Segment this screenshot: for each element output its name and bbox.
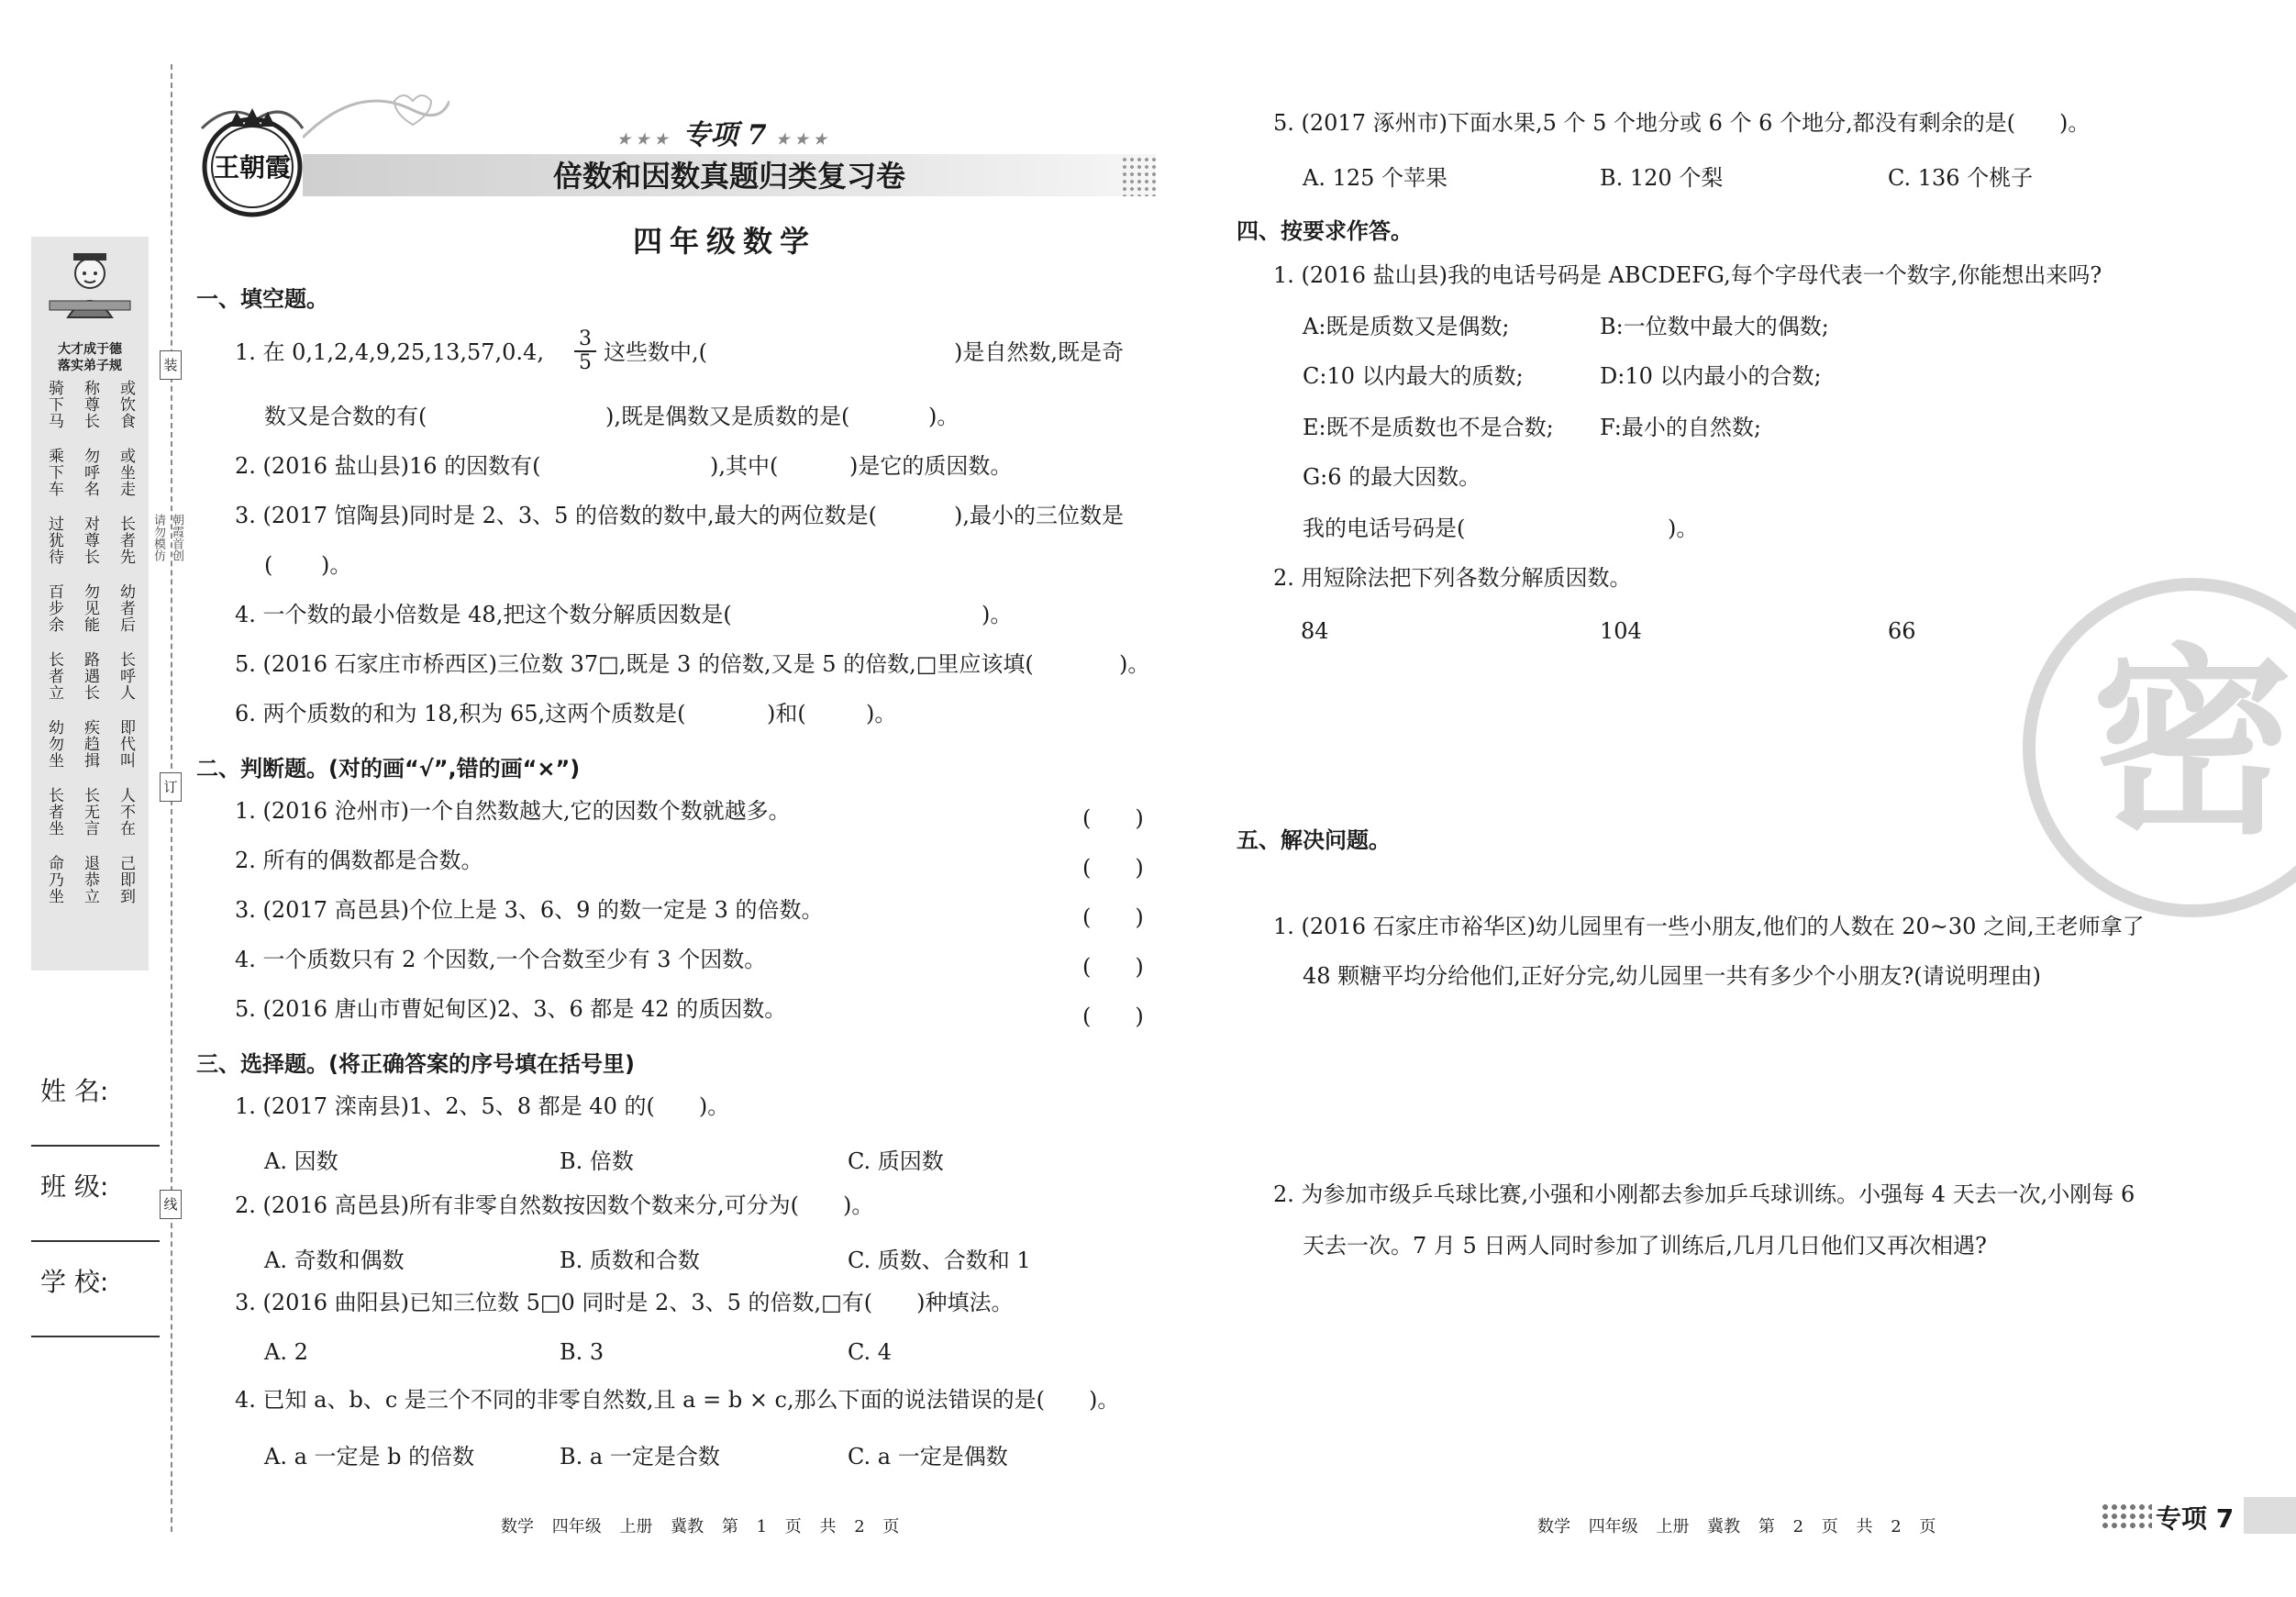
motto-text: 长者先 — [116, 516, 135, 565]
problem-short-division: 2. 用短除法把下列各数分解质因数。 — [1273, 565, 1632, 591]
school-label: 学 校: — [40, 1267, 109, 1297]
question-1-6c: )。 — [866, 701, 897, 726]
series-label: ★★★ 专项 7 ★★★ — [616, 119, 833, 151]
page-footer-1: 数学 四年级 上册 冀教 第 1 页 共 2 页 — [501, 1517, 900, 1536]
choice-1-option-b[interactable]: B. 倍数 — [560, 1148, 634, 1174]
motto-column-left — [40, 380, 68, 948]
choice-1: 1. (2017 滦南县)1、2、5、8 都是 40 的( )。 — [235, 1093, 730, 1119]
motto-text: 人不在 — [116, 787, 135, 837]
number-104: 104 — [1600, 618, 1642, 644]
choice-2-option-b[interactable]: B. 质数和合数 — [560, 1248, 700, 1273]
solve-problem-1-cont: 48 颗糖平均分给他们,正好分完,幼儿园里一共有多少个小朋友?(请说明理由) — [1303, 963, 2042, 989]
question-1-3: 3. (2017 馆陶县)同时是 2、3、5 的倍数的数中,最大的两位数是( — [235, 503, 878, 528]
phone-answer-close: )。 — [1668, 516, 1699, 541]
name-field[interactable] — [31, 1145, 160, 1147]
section-answer-as-required: 四、按要求作答。 — [1237, 218, 1413, 244]
solve-problem-1: 1. (2016 石家庄市裕华区)幼儿园里有一些小朋友,他们的人数在 20~30 之间,王老师拿了 — [1273, 914, 2145, 939]
motto-columns — [40, 380, 139, 948]
motto-text: 长呼人 — [116, 651, 135, 701]
clue-c: C:10 以内最大的质数; — [1303, 363, 1524, 389]
page-title: 倍数和因数真题归类复习卷 — [552, 159, 905, 194]
choice-4-option-b[interactable]: B. a 一定是合数 — [560, 1444, 720, 1469]
question-1-3c: ( — [264, 552, 273, 578]
motto-text: 乘下车 — [45, 448, 63, 497]
judge-item-2: 2. 所有的偶数都是合数。 — [235, 848, 483, 873]
scholar-mascot-icon — [40, 244, 139, 325]
motto-text: 骑下马 — [45, 380, 63, 429]
badge-bar — [2244, 1497, 2296, 1534]
choice-5: 5. (2017 涿州市)下面水果,5 个 5 个地分或 6 个 6 个地分,都没有剩余的是( )。 — [1273, 110, 2091, 136]
bind-mark-ding: 订 — [160, 772, 182, 802]
solve-problem-2: 2. 为参加市级乒乓球比赛,小强和小刚都去参加乒乓球训练。小强每 4 天去一次,小刚每 6 — [1273, 1181, 2135, 1207]
choice-2-option-c[interactable]: C. 质数、合数和 1 — [848, 1248, 1031, 1273]
motto-text: 命乃坐 — [45, 855, 63, 904]
motto-title: 大才成于德 落实弟子规 — [58, 342, 122, 373]
question-1-6b: )和( — [767, 701, 806, 726]
question-1-2c: )是它的质因数。 — [849, 453, 1013, 479]
badge-label: 专项 7 — [2156, 1503, 2235, 1534]
name-label: 姓 名: — [40, 1076, 109, 1106]
question-1-2: 2. (2016 盐山县)16 的因数有( — [235, 453, 541, 479]
answer-paren-4[interactable]: ( ) — [1082, 954, 1144, 980]
copyright-note: 朝霞首创 请勿模仿 — [151, 514, 183, 561]
page-footer-2: 数学 四年级 上册 冀教 第 2 页 共 2 页 — [1537, 1517, 1936, 1536]
motto-text: 或饮食 — [116, 380, 135, 429]
motto-text: 或坐走 — [116, 448, 135, 497]
choice-1-option-a[interactable]: A. 因数 — [264, 1148, 338, 1174]
answer-paren-3[interactable]: ( ) — [1082, 904, 1144, 930]
phone-answer-label: 我的电话号码是( — [1303, 516, 1466, 541]
choice-4-option-a[interactable]: A. a 一定是 b 的倍数 — [264, 1444, 475, 1469]
choice-5-option-b[interactable]: B. 120 个梨 — [1600, 165, 1724, 191]
motto-text: 长者坐 — [45, 787, 63, 837]
brand-seal-logo — [193, 101, 312, 220]
motto-text: 过犹待 — [45, 516, 63, 565]
school-field[interactable] — [31, 1336, 160, 1337]
ribbon-decoration-icon — [303, 92, 449, 147]
section-true-false: 二、判断题。(对的画“√”,错的画“×”) — [196, 756, 581, 782]
motto-text: 即代叫 — [116, 719, 135, 769]
question-1-1-cont: 这些数中,( — [604, 339, 707, 365]
question-1-1-line2b: ),既是偶数又是质数的是( — [605, 404, 850, 429]
motto-text: 路遇长 — [81, 651, 99, 701]
number-84: 84 — [1301, 618, 1329, 644]
problem-phone-number: 1. (2016 盐山县)我的电话号码是 ABCDEFG,每个字母代表一个数字,你能想出来吗? — [1273, 262, 2102, 288]
choice-3-option-b[interactable]: B. 3 — [560, 1339, 605, 1365]
motto-text: 勿见能 — [81, 583, 99, 633]
choice-5-option-a[interactable]: A. 125 个苹果 — [1303, 165, 1448, 191]
badge-dots — [2101, 1503, 2152, 1530]
choice-4: 4. 已知 a、b、c 是三个不同的非零自然数,且 a = b × c,那么下面的说法错误的是( )。 — [235, 1387, 1120, 1413]
judge-item-1: 1. (2016 沧州市)一个自然数越大,它的因数个数就越多。 — [235, 798, 791, 824]
question-1-5b: )。 — [1119, 651, 1150, 677]
section-fill-blank: 一、填空题。 — [196, 286, 328, 312]
svg-text:密: 密 — [2091, 627, 2294, 861]
choice-2-option-a[interactable]: A. 奇数和偶数 — [264, 1248, 405, 1273]
svg-text:王朝霞: 王朝霞 — [213, 152, 292, 183]
motto-text: 长无言 — [81, 787, 99, 837]
page-subtitle: 四年级数学 — [632, 224, 816, 259]
motto-text: 百步余 — [45, 583, 63, 633]
section-solve-problems: 五、解决问题。 — [1237, 827, 1391, 853]
judge-item-3: 3. (2017 高邑县)个位上是 3、6、9 的数一定是 3 的倍数。 — [235, 897, 824, 923]
solve-problem-2-cont: 天去一次。7 月 5 日两人同时参加了训练后,几月几日他们又再次相遇? — [1303, 1233, 1987, 1259]
motto-text: 长者立 — [45, 651, 63, 701]
choice-5-option-c[interactable]: C. 136 个桃子 — [1888, 165, 2034, 191]
confidential-seal-icon — [2018, 573, 2296, 922]
section-multiple-choice: 三、选择题。(将正确答案的序号填在括号里) — [196, 1051, 635, 1077]
judge-item-5: 5. (2016 唐山市曹妃甸区)2、3、6 都是 42 的质因数。 — [235, 996, 787, 1022]
choice-3-option-a[interactable]: A. 2 — [264, 1339, 308, 1365]
corner-badge — [2101, 1497, 2296, 1534]
question-1-1-line2: 数又是合数的有( — [264, 404, 427, 429]
motto-text: 疾趋揖 — [81, 719, 99, 769]
judge-item-4: 4. 一个质数只有 2 个因数,一个合数至少有 3 个因数。 — [235, 947, 767, 972]
class-label: 班 级: — [40, 1171, 109, 1202]
motto-text: 幼勿坐 — [45, 719, 63, 769]
motto-text: 勿呼名 — [81, 448, 99, 497]
number-66: 66 — [1888, 618, 1916, 644]
choice-3: 3. (2016 曲阳县)已知三位数 5□0 同时是 2、3、5 的倍数,□有( )种填法。 — [235, 1290, 1014, 1315]
motto-text: 退恭立 — [81, 855, 99, 904]
motto-column-mid — [76, 380, 104, 948]
motto-text: 称尊长 — [81, 380, 99, 429]
clue-b: B:一位数中最大的偶数; — [1600, 314, 1829, 339]
clue-f: F:最小的自然数; — [1600, 415, 1761, 440]
choice-3-option-c[interactable]: C. 4 — [848, 1339, 893, 1365]
choice-4-option-c[interactable]: C. a 一定是偶数 — [848, 1444, 1008, 1469]
clue-g: G:6 的最大因数。 — [1303, 464, 1481, 490]
question-1-2b: ),其中( — [710, 453, 779, 479]
clue-e: E:既不是质数也不是合数; — [1303, 415, 1554, 440]
choice-2: 2. (2016 高邑县)所有非零自然数按因数个数来分,可分为( )。 — [235, 1192, 874, 1218]
choice-1-option-c[interactable]: C. 质因数 — [848, 1148, 944, 1174]
answer-paren-2[interactable]: ( ) — [1082, 855, 1144, 881]
answer-paren-1[interactable]: ( ) — [1082, 805, 1144, 831]
bind-mark-xian: 线 — [160, 1190, 182, 1219]
question-1-4b: )。 — [982, 602, 1013, 627]
class-field[interactable] — [31, 1240, 160, 1242]
clue-a: A:既是质数又是偶数; — [1303, 314, 1510, 339]
question-1-3b: ),最小的三位数是 — [954, 503, 1124, 528]
question-1-1-cont2: )是自然数,既是奇 — [954, 339, 1124, 365]
question-1-1: 1. 在 0,1,2,4,9,25,13,57,0.4, — [235, 339, 544, 365]
motto-text: 对尊长 — [81, 516, 99, 565]
bind-mark-zhuang: 装 — [160, 350, 182, 380]
motto-text: 幼者后 — [116, 583, 135, 633]
clue-d: D:10 以内最小的合数; — [1600, 363, 1822, 389]
motto-text: 己即到 — [116, 855, 135, 904]
question-1-5: 5. (2016 石家庄市桥西区)三位数 37□,既是 3 的倍数,又是 5 的倍数,□里应该填( — [235, 651, 1034, 677]
question-1-1-line2c: )。 — [928, 404, 959, 429]
question-1-3d: )。 — [321, 552, 352, 578]
question-1-4: 4. 一个数的最小倍数是 48,把这个数分解质因数是( — [235, 602, 732, 627]
binding-strip — [0, 0, 183, 1597]
motto-column-right — [112, 380, 139, 948]
fraction-three-fifths: 3 5 — [574, 328, 596, 374]
question-1-6: 6. 两个质数的和为 18,积为 65,这两个质数是( — [235, 701, 686, 726]
answer-paren-5[interactable]: ( ) — [1082, 1004, 1144, 1029]
